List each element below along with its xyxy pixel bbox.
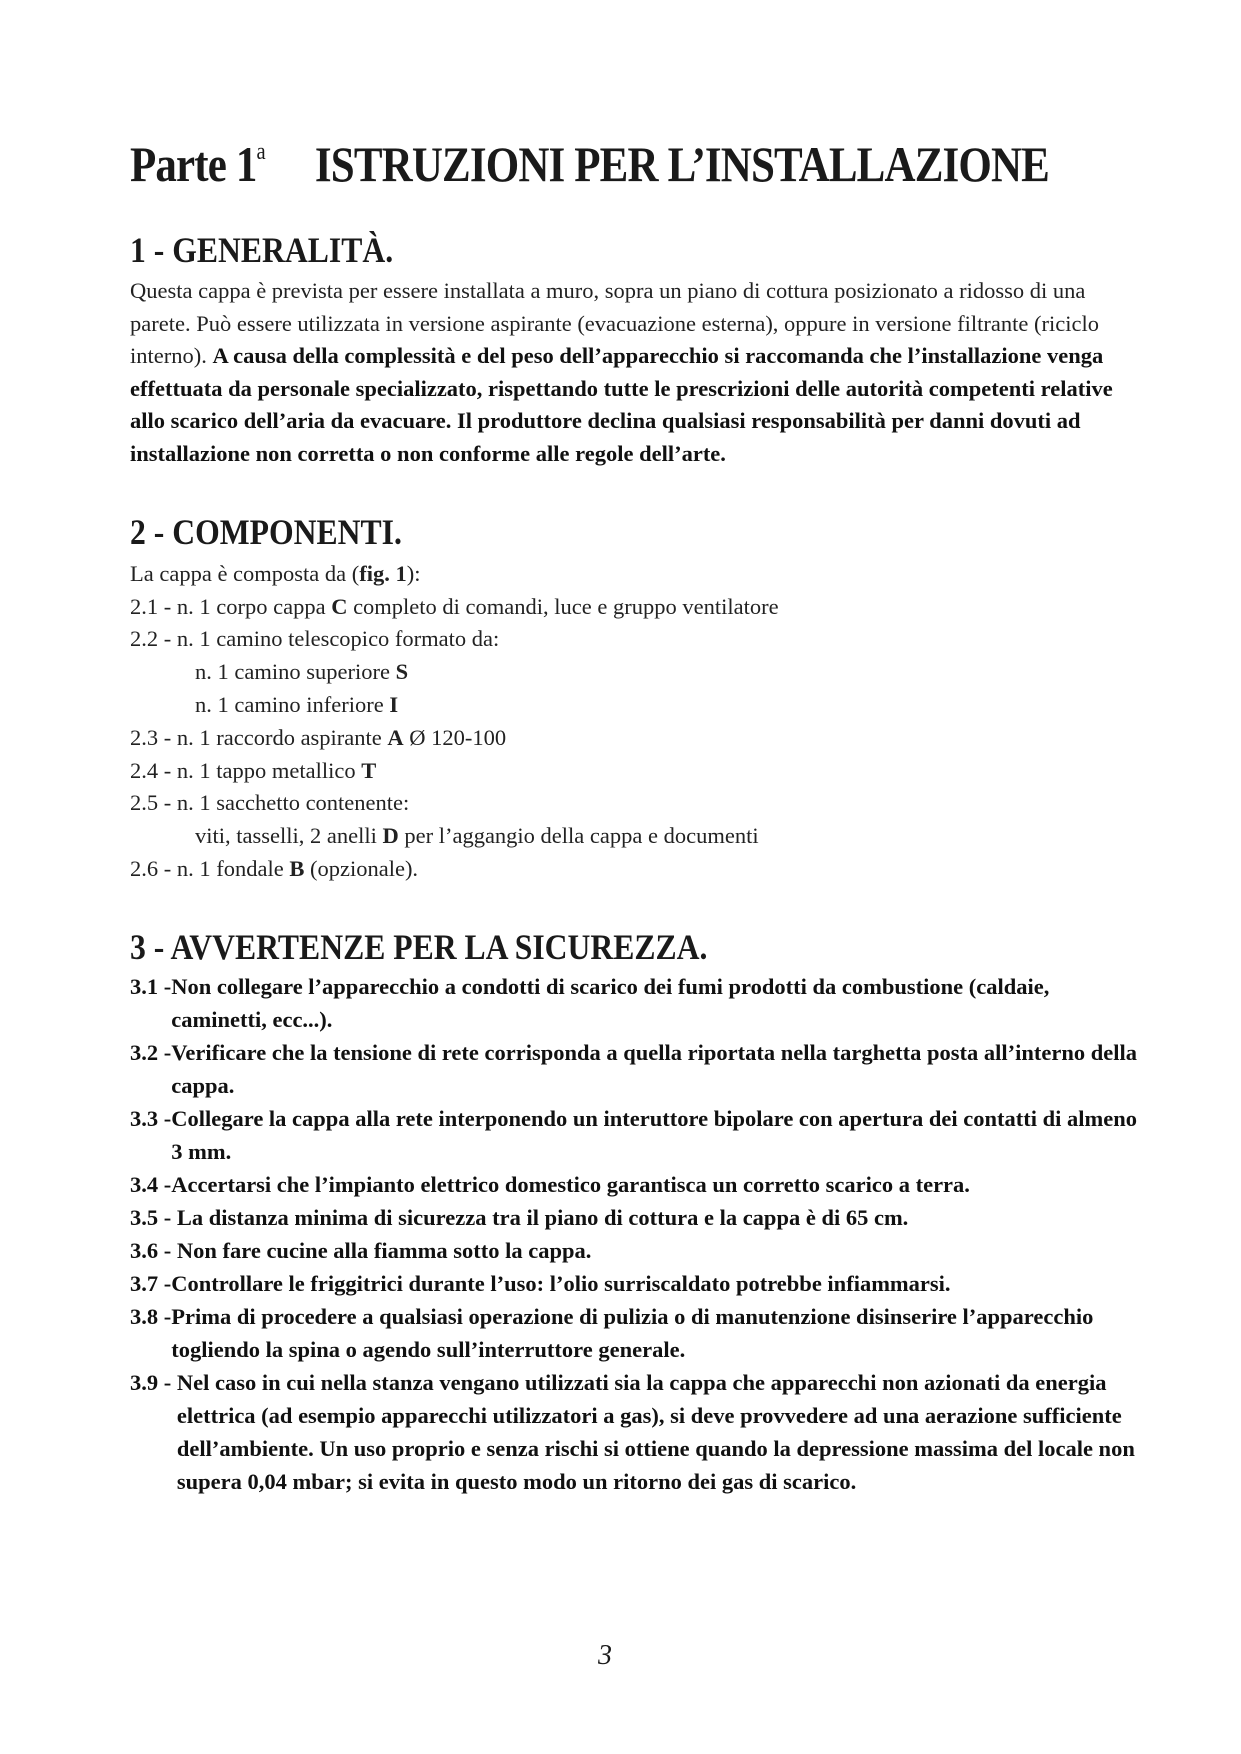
intro-fig-ref: fig. 1 <box>359 561 407 586</box>
component-item-text-end: Ø 120-100 <box>403 725 507 750</box>
section-1-text-bold: A causa della complessità e del peso dell’apparecchio si raccomanda che l’installazione venga effettuata da personale specializzato, rispettando tutte le prescrizioni delle autorità competenti relative allo scarico dell’aria da evacuare. Il produttore declina qualsiasi responsabilità per danni dovuti ad installazione non corretta o non conforme alle regole dell’arte. <box>130 343 1113 466</box>
component-item-text: viti, tasselli, 2 anelli <box>195 823 383 848</box>
safety-item-number: 3.9 - <box>130 1370 177 1395</box>
section-1-text-normal: Questa cappa è prevista per essere installata a muro, sopra un piano di cottura posizionato a ridosso di una parete. Può essere utilizzata in versione aspirante (evacuazione esterna), oppure in versione filtrante (riciclo interno). <box>130 278 1099 368</box>
safety-item <box>130 1366 1140 1498</box>
component-item-text: n. 1 camino inferiore <box>195 692 390 717</box>
component-item-letter: D <box>382 823 399 848</box>
component-item-text: n. 1 camino superiore <box>195 659 396 684</box>
part-text: Parte 1 <box>130 136 257 192</box>
section-2-intro <box>130 557 421 590</box>
safety-item-number: 3.2 - <box>130 1040 172 1065</box>
safety-item-text: Prima di procedere a qualsiasi operazione di pulizia o di manutenzione disinserire l’apparecchio togliendo la spina o agendo sull’interruttore generale. <box>171 1304 1094 1362</box>
safety-item-number: 3.6 - <box>130 1238 177 1263</box>
safety-item-number: 3.3 - <box>130 1106 172 1131</box>
safety-item <box>130 1234 1140 1267</box>
page-title <box>130 122 1049 194</box>
safety-item <box>130 1036 1140 1102</box>
component-subitem <box>195 819 759 852</box>
safety-item <box>130 970 1140 1036</box>
component-item-text: 2.6 - n. 1 fondale <box>130 856 290 881</box>
component-item-text: 2.3 - n. 1 raccordo aspirante <box>130 725 388 750</box>
component-item-text: 2.2 - n. 1 camino telescopico formato da: <box>130 626 500 651</box>
component-subitem <box>195 688 398 721</box>
section-1-heading: 1 - GENERALITÀ. <box>130 230 394 270</box>
safety-item-number: 3.4 - <box>130 1172 172 1197</box>
page-number: 3 <box>598 1640 612 1671</box>
component-item-letter: C <box>331 594 348 619</box>
safety-item-text: Non collegare l’apparecchio a condotti di scarico dei fumi prodotti da combustione (caldaie, caminetti, ecc...). <box>171 974 1050 1032</box>
component-item-text-end: completo di comandi, luce e gruppo ventilatore <box>347 594 779 619</box>
component-item <box>130 721 506 754</box>
component-subitem <box>195 655 408 688</box>
safety-item-text: Non fare cucine alla fiamma sotto la cappa. <box>176 1238 592 1263</box>
component-item-text-end: (opzionale). <box>304 856 419 881</box>
component-item <box>130 590 779 623</box>
safety-item-text: Nel caso in cui nella stanza vengano utilizzati sia la cappa che apparecchi non azionati da energia elettrica (ad esempio apparecchi utilizzatori a gas), si deve provvedere ad una aerazione sufficiente dell’ambiente. Un uso proprio e senza rischi si ottiene quando la depressione massima del locale non supera 0,04 mbar; si evita in questo modo un ritorno dei gas di scarico. <box>176 1370 1135 1494</box>
safety-item-text: Accertarsi che l’impianto elettrico domestico garantisca un corretto scarico a terra. <box>171 1172 970 1197</box>
section-1-paragraph <box>130 275 1140 470</box>
safety-item-number: 3.1 - <box>130 974 172 999</box>
component-item <box>130 622 499 655</box>
safety-item-number: 3.7 - <box>130 1271 172 1296</box>
intro-text: La cappa è composta da ( <box>130 561 360 586</box>
section-3-heading: 3 - AVVERTENZE PER LA SICUREZZA. <box>130 927 708 967</box>
component-item <box>130 852 418 885</box>
safety-item-number: 3.5 - <box>130 1205 177 1230</box>
safety-item-number: 3.8 - <box>130 1304 172 1329</box>
component-item-letter: B <box>289 856 305 881</box>
part-label <box>130 122 315 194</box>
component-item-text-end: per l’aggangio della cappa e documenti <box>398 823 759 848</box>
component-item-text: 2.1 - n. 1 corpo cappa <box>130 594 332 619</box>
section-2-heading: 2 - COMPONENTI. <box>130 512 402 552</box>
safety-item <box>130 1300 1140 1366</box>
safety-item <box>130 1267 1140 1300</box>
safety-item <box>130 1102 1140 1168</box>
intro-end: ): <box>406 561 421 586</box>
component-item-text: 2.5 - n. 1 sacchetto contenente: <box>130 790 410 815</box>
component-item <box>130 786 409 819</box>
safety-item-text: Verificare che la tensione di rete corrisponda a quella riportata nella targhetta posta all’interno della cappa. <box>171 1040 1137 1098</box>
safety-item-text: La distanza minima di sicurezza tra il piano di cottura e la cappa è di 65 cm. <box>176 1205 909 1230</box>
safety-item <box>130 1168 1140 1201</box>
safety-item-text: Controllare le friggitrici durante l’uso: l’olio surriscaldato potrebbe infiammarsi. <box>171 1271 951 1296</box>
component-item-letter: S <box>395 659 409 684</box>
part-superscript: a <box>256 139 265 165</box>
safety-item <box>130 1201 1140 1234</box>
component-item <box>130 754 376 787</box>
component-item-letter: A <box>387 725 404 750</box>
component-item-text: 2.4 - n. 1 tappo metallico <box>130 758 362 783</box>
component-item-letter: I <box>389 692 399 717</box>
title-text: ISTRUZIONI PER L’INSTALLAZIONE <box>314 136 1049 192</box>
component-item-letter: T <box>361 758 377 783</box>
safety-item-text: Collegare la cappa alla rete interponendo un interuttore bipolare con apertura dei contatti di almeno 3 mm. <box>171 1106 1138 1164</box>
